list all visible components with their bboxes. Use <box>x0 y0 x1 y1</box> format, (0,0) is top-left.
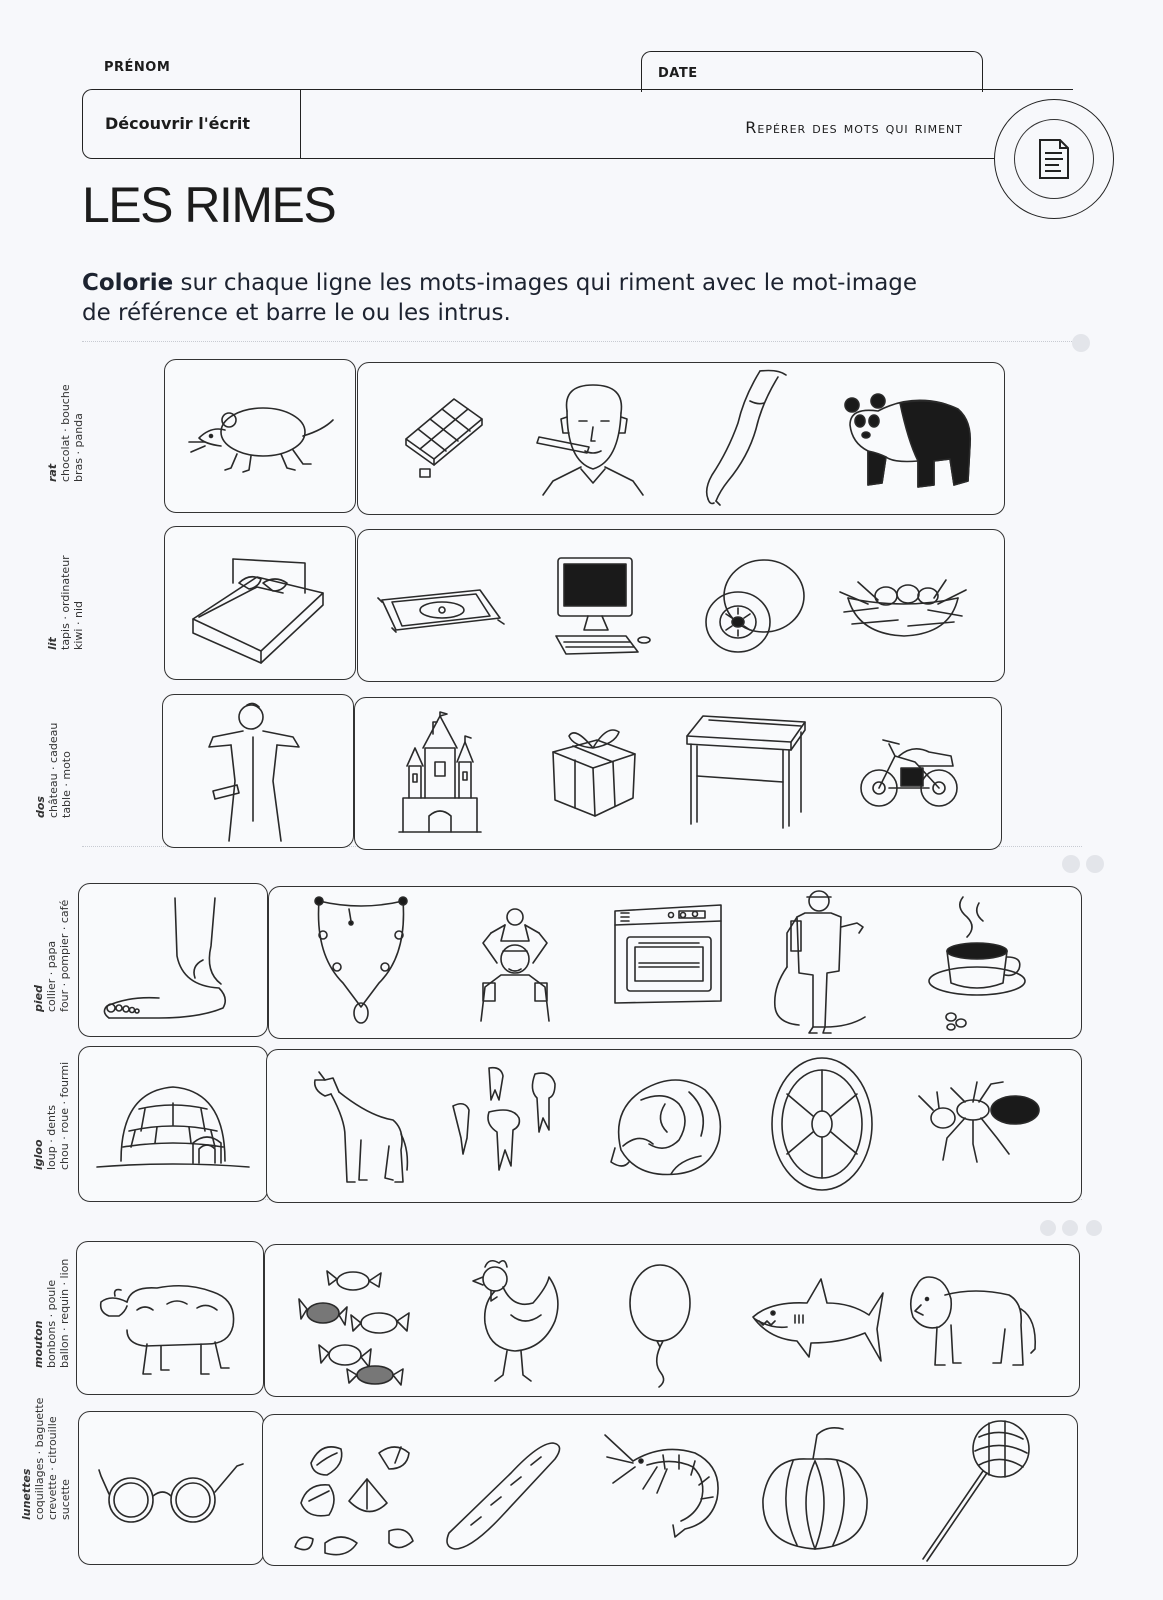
pompier-image <box>769 887 869 1035</box>
page-title: LES RIMES <box>82 177 336 233</box>
château-image <box>395 712 485 842</box>
igloo-image <box>95 1081 251 1173</box>
lunettes-image <box>97 1456 247 1526</box>
date-field <box>641 51 983 92</box>
requin-image <box>751 1273 885 1369</box>
row-label-reference: rat <box>46 463 59 482</box>
row-label-line2: chou · roue · fourmi <box>58 1061 71 1170</box>
row-label-reference: lit <box>46 637 59 650</box>
row-label-line1: collier · papa <box>45 940 58 1012</box>
scan-speck <box>1072 334 1090 352</box>
poule-image <box>463 1257 563 1385</box>
kiwi-image <box>698 556 808 656</box>
skill-label: Repérer des mots qui riment <box>745 118 963 137</box>
candidates-box <box>268 886 1082 1039</box>
row-label-line1: coquillages · baguette <box>33 1397 46 1520</box>
header-band <box>82 89 1073 159</box>
scan-speck <box>1040 1220 1056 1236</box>
loup-image <box>305 1070 409 1188</box>
crevette-image <box>603 1433 729 1541</box>
reference-box <box>162 694 354 848</box>
row-label <box>34 723 73 818</box>
row-label-line1: bonbons · poule <box>45 1279 58 1368</box>
row-label-reference: pied <box>32 985 45 1012</box>
row-label <box>32 1062 71 1170</box>
roue-image <box>767 1054 877 1194</box>
scan-speck <box>1086 1220 1102 1236</box>
lion-image <box>905 1269 1039 1373</box>
reference-box <box>78 883 268 1037</box>
worksheet-icon <box>1014 119 1094 199</box>
row-label <box>20 1398 72 1520</box>
scan-speck <box>1062 855 1080 873</box>
row-label <box>46 555 85 650</box>
prenom-label: PRÉNOM <box>104 60 171 75</box>
row-label-line2: ballon · requin · lion <box>58 1258 71 1368</box>
row-label-reference: lunettes <box>20 1468 33 1520</box>
subject-label: Découvrir l'écrit <box>105 114 251 133</box>
instruction-verb: Colorie <box>82 270 174 296</box>
panda-image <box>838 381 978 496</box>
instruction-line1: sur chaque ligne les mots-images qui riment avec le mot-image <box>173 270 918 296</box>
pied-image <box>99 896 229 1024</box>
papa-image <box>461 903 571 1023</box>
separator-dots <box>82 341 1082 342</box>
row-label-line2: kiwi · nid <box>72 601 85 650</box>
row-label-line1: château · cadeau <box>47 722 60 818</box>
dos-image <box>207 701 317 841</box>
row-label-line1: loup · dents <box>45 1105 58 1170</box>
citrouille-image <box>757 1421 873 1555</box>
date-label: DATE <box>658 66 698 81</box>
fourmi-image <box>917 1080 1047 1166</box>
row-label <box>32 1259 71 1368</box>
dents-image <box>449 1066 575 1182</box>
candidates-box <box>266 1049 1082 1203</box>
scan-speck <box>1086 855 1104 873</box>
row-label-line2: crevette · citrouille <box>46 1416 59 1520</box>
rat-image <box>185 390 335 480</box>
row-label-line1: chocolat · bouche <box>59 384 72 482</box>
row-label <box>46 384 85 482</box>
row-label-reference: mouton <box>32 1320 45 1368</box>
row-label-line2: bras · panda <box>72 413 85 482</box>
scan-speck <box>1062 1220 1078 1236</box>
candidates-box <box>357 529 1005 682</box>
nid-image <box>838 564 968 644</box>
reference-box <box>164 359 356 513</box>
instruction-line2: de référence et barre le ou les intrus. <box>82 300 511 326</box>
baguette-image <box>441 1441 565 1551</box>
sucette-image <box>919 1417 1039 1563</box>
collier-image <box>313 895 409 1025</box>
reference-box <box>76 1241 264 1395</box>
bonbons-image <box>299 1269 419 1389</box>
reference-box <box>164 526 356 680</box>
candidates-box <box>264 1244 1080 1397</box>
café-image <box>923 895 1033 1031</box>
candidates-box <box>354 697 1002 850</box>
candidates-box <box>357 362 1005 515</box>
candidates-box <box>262 1414 1078 1566</box>
cadeau-image <box>547 722 639 818</box>
bouche-image <box>533 377 653 497</box>
reference-box <box>78 1046 268 1202</box>
tapis-image <box>376 584 506 634</box>
row-label-line1: tapis · ordinateur <box>59 555 72 650</box>
header-divider <box>300 90 301 158</box>
coquillages-image <box>289 1435 419 1559</box>
row-label-reference: dos <box>34 796 47 818</box>
row-label-reference: igloo <box>32 1139 45 1170</box>
four-image <box>609 903 725 1007</box>
reference-box <box>78 1411 264 1565</box>
ballon-image <box>625 1263 695 1387</box>
lit-image <box>187 553 337 663</box>
chou-image <box>609 1070 725 1182</box>
moto-image <box>859 726 959 812</box>
instruction-text <box>82 268 982 328</box>
row-label <box>32 900 71 1012</box>
row-label-line2: four · pompier · café <box>58 899 71 1012</box>
row-label-line3: sucette <box>59 1479 72 1520</box>
table-image <box>681 712 811 828</box>
mouton-image <box>97 1274 243 1378</box>
ordinateur-image <box>546 556 656 660</box>
bras-image <box>698 367 788 507</box>
chocolat-image <box>398 393 488 483</box>
row-label-line2: table · moto <box>60 751 73 818</box>
